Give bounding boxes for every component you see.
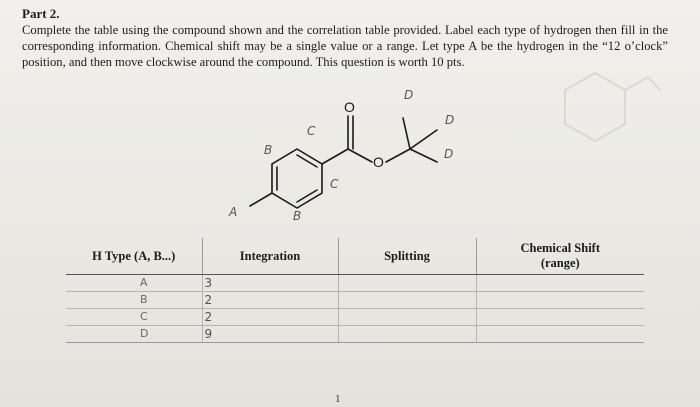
type-value: D bbox=[140, 327, 149, 340]
cell-shift[interactable] bbox=[476, 326, 644, 343]
type-value: C bbox=[140, 310, 148, 323]
integration-value: 9 bbox=[204, 327, 213, 341]
cell-shift[interactable] bbox=[476, 309, 644, 326]
integration-value: 2 bbox=[204, 310, 213, 324]
cell-integration[interactable] bbox=[202, 275, 338, 292]
cell-splitting[interactable] bbox=[338, 292, 476, 309]
hydrogen-table bbox=[66, 238, 644, 343]
table-header-row bbox=[66, 238, 644, 275]
table-row bbox=[66, 292, 644, 309]
part-heading: Part 2. bbox=[22, 6, 60, 21]
cell-splitting[interactable] bbox=[338, 326, 476, 343]
cell-type[interactable] bbox=[66, 275, 202, 292]
cell-splitting[interactable] bbox=[338, 309, 476, 326]
label-c-side: C bbox=[330, 177, 339, 191]
header-integration: Integration bbox=[202, 238, 338, 275]
cell-type[interactable] bbox=[66, 326, 202, 343]
label-d3: D bbox=[444, 147, 454, 161]
integration-value: 3 bbox=[204, 276, 213, 290]
type-value: A bbox=[140, 276, 148, 289]
cell-shift[interactable] bbox=[476, 275, 644, 292]
table-row bbox=[66, 326, 644, 343]
cell-integration[interactable] bbox=[202, 292, 338, 309]
type-value: B bbox=[140, 293, 148, 306]
cell-integration[interactable] bbox=[202, 326, 338, 343]
label-d2: D bbox=[445, 113, 455, 127]
label-a: A bbox=[229, 205, 238, 219]
table-row bbox=[66, 309, 644, 326]
cell-splitting[interactable] bbox=[338, 275, 476, 292]
instructions-text: Complete the table using the compound shown and the correlation table provided. Label each type of hydrogen then fill in the corresponding information. Chemical shift may be a single value or a range. Let type A be the hydrogen in the “12 o’clock” position, and then move clockwise around the compound. This question is worth 10 pts. bbox=[22, 23, 668, 69]
cell-type[interactable] bbox=[66, 309, 202, 326]
cell-type[interactable] bbox=[66, 292, 202, 309]
integration-value: 2 bbox=[204, 293, 213, 307]
table-row bbox=[66, 275, 644, 292]
cell-integration[interactable] bbox=[202, 309, 338, 326]
svg-text:O: O bbox=[373, 154, 384, 170]
cell-shift[interactable] bbox=[476, 292, 644, 309]
header-h-type: H Type (A, B...) bbox=[66, 238, 202, 275]
label-c-top: C bbox=[307, 124, 316, 138]
header-chemical-shift: Chemical Shift (range) bbox=[476, 238, 644, 275]
svg-text:O: O bbox=[344, 99, 355, 115]
label-b-bottom: B bbox=[293, 209, 302, 223]
label-b: B bbox=[264, 143, 273, 157]
header-splitting: Splitting bbox=[338, 238, 476, 275]
label-d1: D bbox=[404, 88, 414, 102]
page-number: 1 bbox=[335, 393, 341, 405]
